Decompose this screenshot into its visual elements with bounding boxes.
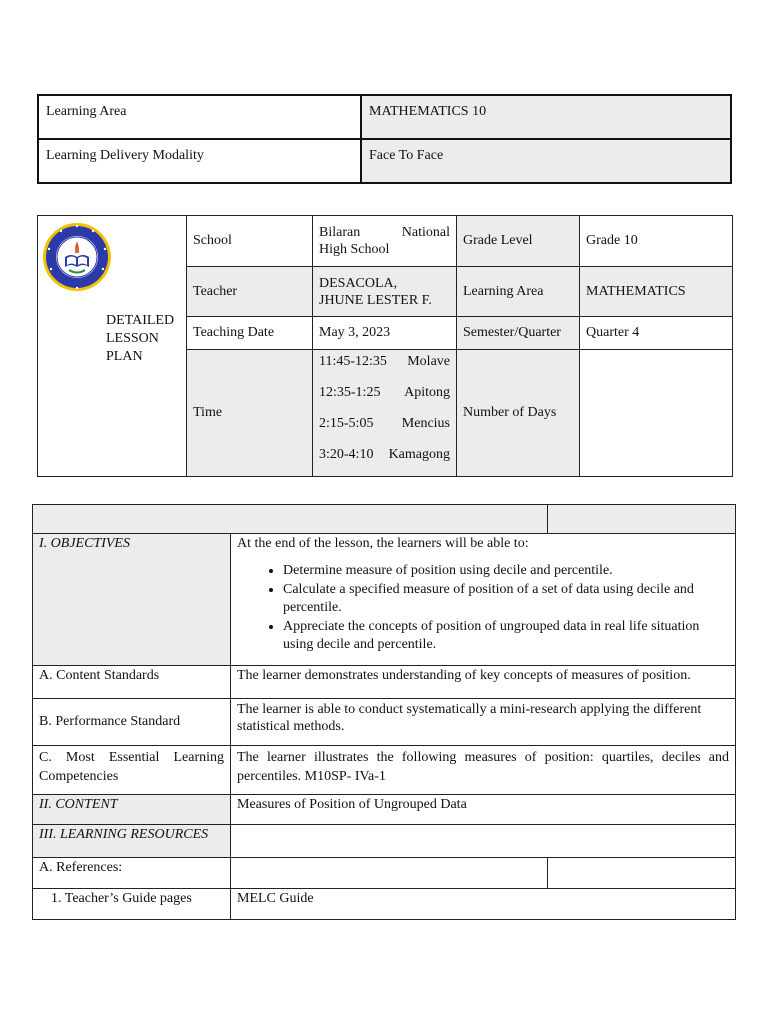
- content-label: II. CONTENT: [33, 794, 231, 824]
- learning-area-table: [37, 94, 732, 184]
- teacher-value: DESACOLA, JHUNE LESTER F.: [313, 267, 457, 317]
- learning-area-value-2: MATHEMATICS: [580, 267, 733, 317]
- competencies-label: C. Most Essential Learning Competencies: [33, 745, 231, 794]
- performance-standard-value: The learner is able to conduct systematically a mini-research applying the different statistical methods.: [231, 698, 736, 745]
- lesson-plan-table: [32, 504, 736, 920]
- school-value: Bilaran National High School: [313, 216, 457, 267]
- time-slots: [313, 350, 457, 477]
- objectives-intro: At the end of the lesson, the learners will be able to:: [237, 536, 529, 551]
- learning-area-label: Learning Area: [38, 95, 361, 139]
- learning-resources-label: III. LEARNING RESOURCES: [33, 824, 231, 857]
- modality-label: Learning Delivery Modality: [38, 139, 361, 183]
- school-seal-logo: [41, 221, 113, 293]
- modality-value: Face To Face: [361, 139, 731, 183]
- performance-standard-label: B. Performance Standard: [33, 698, 231, 745]
- learning-resources-value: [231, 824, 736, 857]
- learning-area-label-2: Learning Area: [457, 267, 580, 317]
- teachers-guide-label: 1. Teacher’s Guide pages: [33, 888, 231, 919]
- content-value: Measures of Position of Ungrouped Data: [231, 794, 736, 824]
- time-label: Time: [187, 350, 313, 477]
- header-blank-cell-right: [548, 505, 736, 534]
- content-standards-value: The learner demonstrates understanding of key concepts of measures of position.: [231, 665, 736, 698]
- references-label: A. References:: [33, 857, 231, 888]
- learning-area-value: MATHEMATICS 10: [361, 95, 731, 139]
- objectives-list: [237, 562, 729, 655]
- number-of-days-label: Number of Days: [457, 350, 580, 477]
- school-label: School: [187, 216, 313, 267]
- time-slot: 12:35-1:25 Apitong: [319, 385, 450, 400]
- objective-item: • Appreciate the concepts of position of ungrouped data in real life situation using decile and percentile.: [283, 618, 729, 655]
- time-slot: 11:45-12:35 Molave: [319, 354, 450, 369]
- objective-item: • Determine measure of position using decile and percentile.: [283, 562, 729, 581]
- objectives-content: [231, 534, 736, 666]
- teaching-date-label: Teaching Date: [187, 317, 313, 350]
- teacher-label: Teacher: [187, 267, 313, 317]
- detailed-lesson-plan-title: DETAILED LESSON PLAN: [106, 313, 175, 364]
- time-slot: 3:20-4:10 Kamagong: [319, 447, 450, 462]
- objective-item: • Calculate a specified measure of position of a set of data using decile and percentile.: [283, 581, 729, 618]
- semester-label: Semester/Quarter: [457, 317, 580, 350]
- header-blank-cell: [33, 505, 548, 534]
- number-of-days-value: [580, 350, 733, 477]
- grade-level-value: Grade 10: [580, 216, 733, 267]
- teachers-guide-value: MELC Guide: [231, 888, 736, 919]
- lesson-info-table: [37, 215, 733, 477]
- references-value-right: [548, 857, 736, 888]
- competencies-value: The learner illustrates the following measures of position: quartiles, deciles and percentiles. M10SP- IVa-1: [231, 745, 736, 794]
- teaching-date-value: May 3, 2023: [313, 317, 457, 350]
- grade-level-label: Grade Level: [457, 216, 580, 267]
- semester-value: Quarter 4: [580, 317, 733, 350]
- references-value: [231, 857, 548, 888]
- school-logo-cell: [38, 216, 187, 477]
- time-slot: 2:15-5:05 Mencius: [319, 416, 450, 431]
- content-standards-label: A. Content Standards: [33, 665, 231, 698]
- objectives-label: I. OBJECTIVES: [33, 534, 231, 666]
